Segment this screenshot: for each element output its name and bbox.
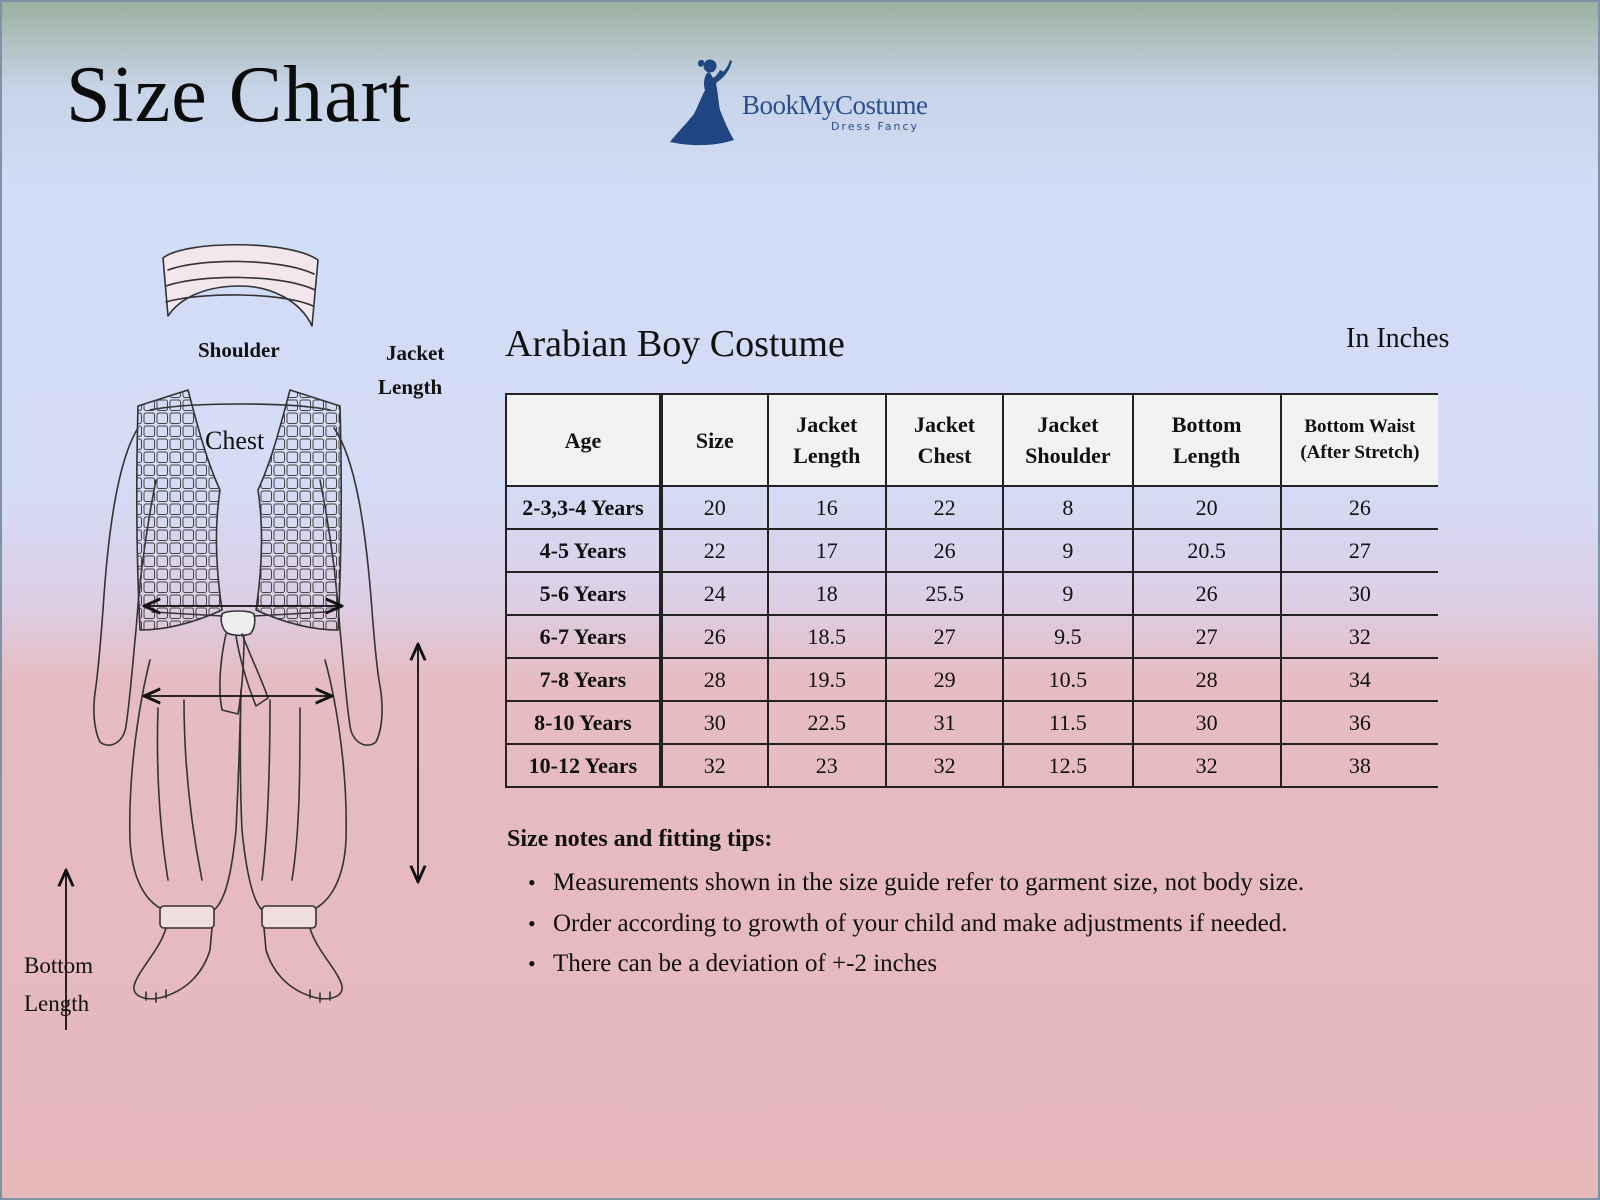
cell-bottom-length: 30 — [1133, 701, 1281, 744]
header-label: (After Stretch) — [1300, 442, 1420, 463]
chest-label: Chest — [205, 426, 265, 455]
table-header-row — [506, 394, 1438, 486]
cell-jacket-chest: 26 — [886, 529, 1003, 572]
header-label: Bottom — [1171, 412, 1242, 437]
cell-bottom-length: 26 — [1133, 572, 1281, 615]
bottom-length-label-line1: Bottom — [24, 953, 94, 978]
header-label: Age — [564, 427, 602, 453]
cell-jacket-chest: 32 — [886, 744, 1003, 787]
brand-name: BookMyCostume — [742, 90, 928, 120]
cell-jacket-shoulder: 12.5 — [1003, 744, 1132, 787]
cell-size: 20 — [661, 486, 768, 529]
header-label: Length — [793, 443, 861, 468]
cell-bottom-waist: 30 — [1281, 572, 1438, 615]
cell-bottom-length: 20 — [1133, 486, 1281, 529]
header-label: Chest — [917, 443, 972, 468]
notes-title: Size notes and fitting tips: — [507, 826, 773, 852]
cell-jacket-shoulder: 9.5 — [1003, 615, 1132, 658]
cell-jacket-chest: 22 — [886, 486, 1003, 529]
cell-bottom-waist: 32 — [1281, 615, 1438, 658]
brand-tagline: Dress Fancy — [831, 120, 920, 133]
cell-jacket-shoulder: 9 — [1003, 572, 1132, 615]
table-row — [506, 658, 1438, 701]
table-row — [506, 744, 1438, 787]
list-item: • Measurements shown in the size guide refer to garment size, not body size. — [553, 863, 1304, 904]
jacket-length-label-line2: Length — [378, 375, 443, 399]
cell-size: 32 — [661, 744, 768, 787]
list-item: • There can be a deviation of +-2 inches — [553, 944, 1304, 985]
header-size — [661, 394, 768, 486]
header-label: Size — [695, 427, 734, 453]
cell-age: 8-10 Years — [506, 701, 661, 744]
cell-bottom-waist: 38 — [1281, 744, 1438, 787]
cell-size: 24 — [661, 572, 768, 615]
fitting-notes — [507, 826, 1304, 985]
header-label: Jacket — [914, 412, 976, 437]
cell-jacket-length: 18.5 — [768, 615, 886, 658]
bottom-length-label-line2: Length — [24, 991, 90, 1016]
header-age — [506, 394, 661, 486]
header-label: Length — [1173, 443, 1241, 468]
header-jacket-length — [768, 394, 886, 486]
cell-size: 22 — [661, 529, 768, 572]
header-label: Jacket — [796, 412, 858, 437]
table-row — [506, 701, 1438, 744]
header-bottom-length — [1133, 394, 1281, 486]
table-row — [506, 529, 1438, 572]
costume-title: Arabian Boy Costume — [505, 323, 845, 365]
cell-jacket-shoulder: 10.5 — [1003, 658, 1132, 701]
header-label: Bottom Waist — [1304, 416, 1416, 437]
cell-jacket-length: 23 — [768, 744, 886, 787]
cell-size: 30 — [661, 701, 768, 744]
header-jacket-chest — [886, 394, 1003, 486]
cell-bottom-waist: 36 — [1281, 701, 1438, 744]
lady-silhouette-icon — [668, 54, 748, 149]
shoulder-label: Shoulder — [198, 338, 280, 362]
cell-bottom-waist: 34 — [1281, 658, 1438, 701]
cell-size: 28 — [661, 658, 768, 701]
notes-list — [507, 863, 1304, 985]
cell-jacket-shoulder: 9 — [1003, 529, 1132, 572]
cell-jacket-shoulder: 8 — [1003, 486, 1132, 529]
cell-bottom-waist: 26 — [1281, 486, 1438, 529]
list-item: • Order according to growth of your child and make adjustments if needed. — [553, 904, 1304, 945]
cell-age: 5-6 Years — [506, 572, 661, 615]
header-label: Jacket — [1037, 412, 1099, 437]
size-table — [505, 393, 1438, 788]
cell-bottom-length: 20.5 — [1133, 529, 1281, 572]
cell-bottom-length: 28 — [1133, 658, 1281, 701]
cell-jacket-chest: 31 — [886, 701, 1003, 744]
cell-age: 2-3,3-4 Years — [506, 486, 661, 529]
cell-bottom-length: 32 — [1133, 744, 1281, 787]
cell-age: 7-8 Years — [506, 658, 661, 701]
cell-size: 26 — [661, 615, 768, 658]
cell-bottom-waist: 27 — [1281, 529, 1438, 572]
cell-age: 10-12 Years — [506, 744, 661, 787]
cell-age: 6-7 Years — [506, 615, 661, 658]
units-label: In Inches — [1346, 323, 1450, 354]
cell-jacket-length: 18 — [768, 572, 886, 615]
cell-bottom-length: 27 — [1133, 615, 1281, 658]
table-row — [506, 615, 1438, 658]
page-title: Size Chart — [66, 51, 412, 139]
cell-jacket-chest: 29 — [886, 658, 1003, 701]
cell-jacket-length: 17 — [768, 529, 886, 572]
cell-jacket-length: 16 — [768, 486, 886, 529]
cell-jacket-shoulder: 11.5 — [1003, 701, 1132, 744]
header-bottom-waist — [1281, 394, 1438, 486]
cell-jacket-length: 19.5 — [768, 658, 886, 701]
cell-age: 4-5 Years — [506, 529, 661, 572]
header-jacket-shoulder — [1003, 394, 1132, 486]
brand-logo — [668, 54, 948, 149]
cell-jacket-chest: 25.5 — [886, 572, 1003, 615]
header-label: Shoulder — [1025, 443, 1111, 468]
cell-jacket-chest: 27 — [886, 615, 1003, 658]
cell-jacket-length: 22.5 — [768, 701, 886, 744]
table-row — [506, 572, 1438, 615]
table-row — [506, 486, 1438, 529]
jacket-length-label-line1: Jacket — [386, 341, 445, 365]
